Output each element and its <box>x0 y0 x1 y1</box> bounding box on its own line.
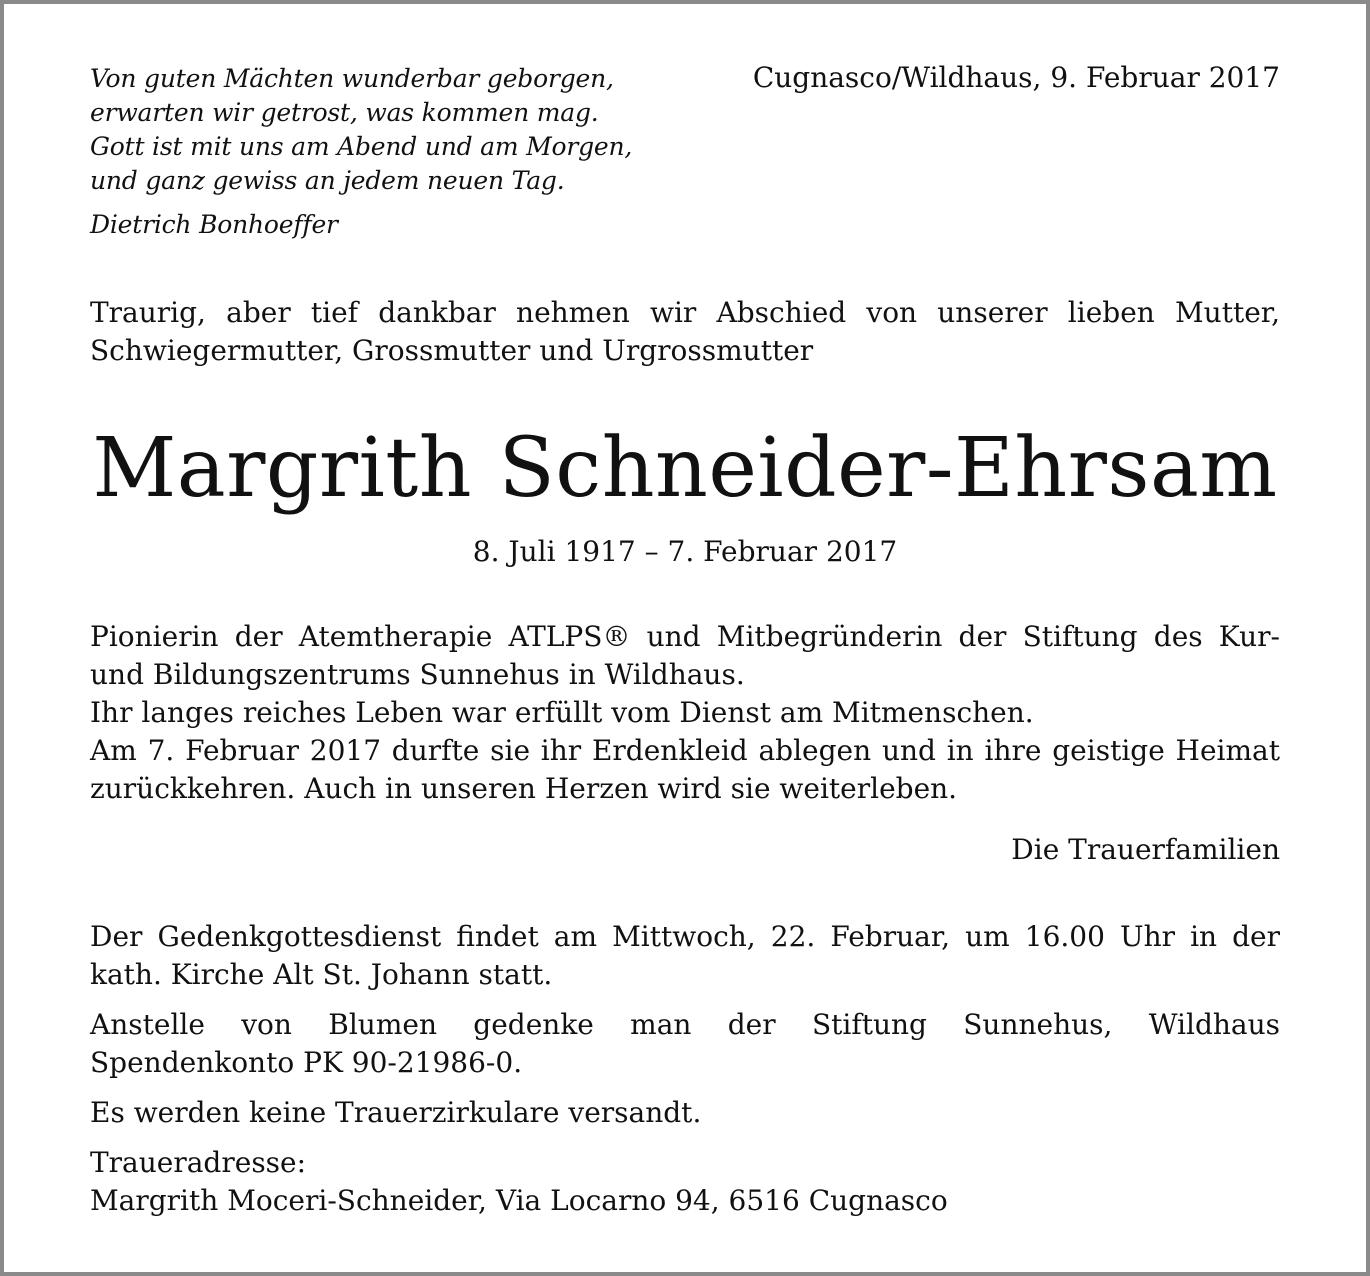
memorial-line: kath. Kirche Alt St. Johann statt. <box>90 958 553 991</box>
donation-line: Anstelle von Blumen gedenke man der Stiftung Sunnehus, Wildhaus <box>90 1008 1280 1041</box>
place-and-date: Cugnasco/Wildhaus, 9. Februar 2017 <box>752 61 1280 94</box>
poem-line: Gott ist mit uns am Abend und am Morgen, <box>90 132 633 161</box>
poem-quote <box>90 62 632 242</box>
memorial-service-paragraph <box>90 918 1280 994</box>
biography-text <box>90 618 1280 808</box>
intro-line: Schwiegermutter, Grossmutter und Urgrossmutter <box>90 334 814 367</box>
poem-author: Dietrich Bonhoeffer <box>90 210 338 239</box>
intro-text <box>90 294 1280 370</box>
donation-line: Spendenkonto PK 90-21986-0. <box>90 1046 523 1079</box>
intro-line: Traurig, aber tief dankbar nehmen wir Abschied von unserer lieben Mutter, <box>90 296 1280 329</box>
bio-line: Am 7. Februar 2017 durfte sie ihr Erdenkleid ablegen und in ihre geistige Heimat <box>90 734 1280 767</box>
address-label: Traueradresse: <box>90 1146 307 1179</box>
poem-line: erwarten wir getrost, was kommen mag. <box>90 98 599 127</box>
header-row <box>90 58 1280 258</box>
bio-line: zurückkehren. Auch in unseren Herzen wird sie weiterleben. <box>90 772 958 805</box>
bio-line: Ihr langes reiches Leben war erfüllt vom Dienst am Mitmenschen. <box>90 696 1034 729</box>
donation-paragraph <box>90 1006 1280 1082</box>
mourning-address: Margrith Moceri-Schneider, Via Locarno 94, 6516 Cugnasco <box>90 1184 948 1217</box>
mourning-address-paragraph <box>90 1144 1280 1220</box>
poem-line: und ganz gewiss an jedem neuen Tag. <box>90 166 565 195</box>
bio-line: Pionierin der Atemtherapie ATLPS® und Mitbegründerin der Stiftung des Kur- <box>90 620 1280 653</box>
deceased-name: Margrith Schneider-Ehrsam <box>92 421 1278 516</box>
obituary-notice <box>90 58 1280 1217</box>
bio-line: und Bildungszentrums Sunnehus in Wildhaus. <box>90 658 745 691</box>
signature: Die Trauerfamilien <box>1011 833 1280 866</box>
poem-line: Von guten Mächten wunderbar geborgen, <box>90 64 614 93</box>
memorial-line: Der Gedenkgottesdienst findet am Mittwoch, 22. Februar, um 16.00 Uhr in der <box>90 920 1280 953</box>
life-dates: 8. Juli 1917 – 7. Februar 2017 <box>472 535 898 568</box>
no-circulars-paragraph <box>90 1094 1280 1132</box>
no-circulars-line: Es werden keine Trauerzirkulare versandt. <box>90 1096 702 1129</box>
service-information <box>90 918 1280 1232</box>
